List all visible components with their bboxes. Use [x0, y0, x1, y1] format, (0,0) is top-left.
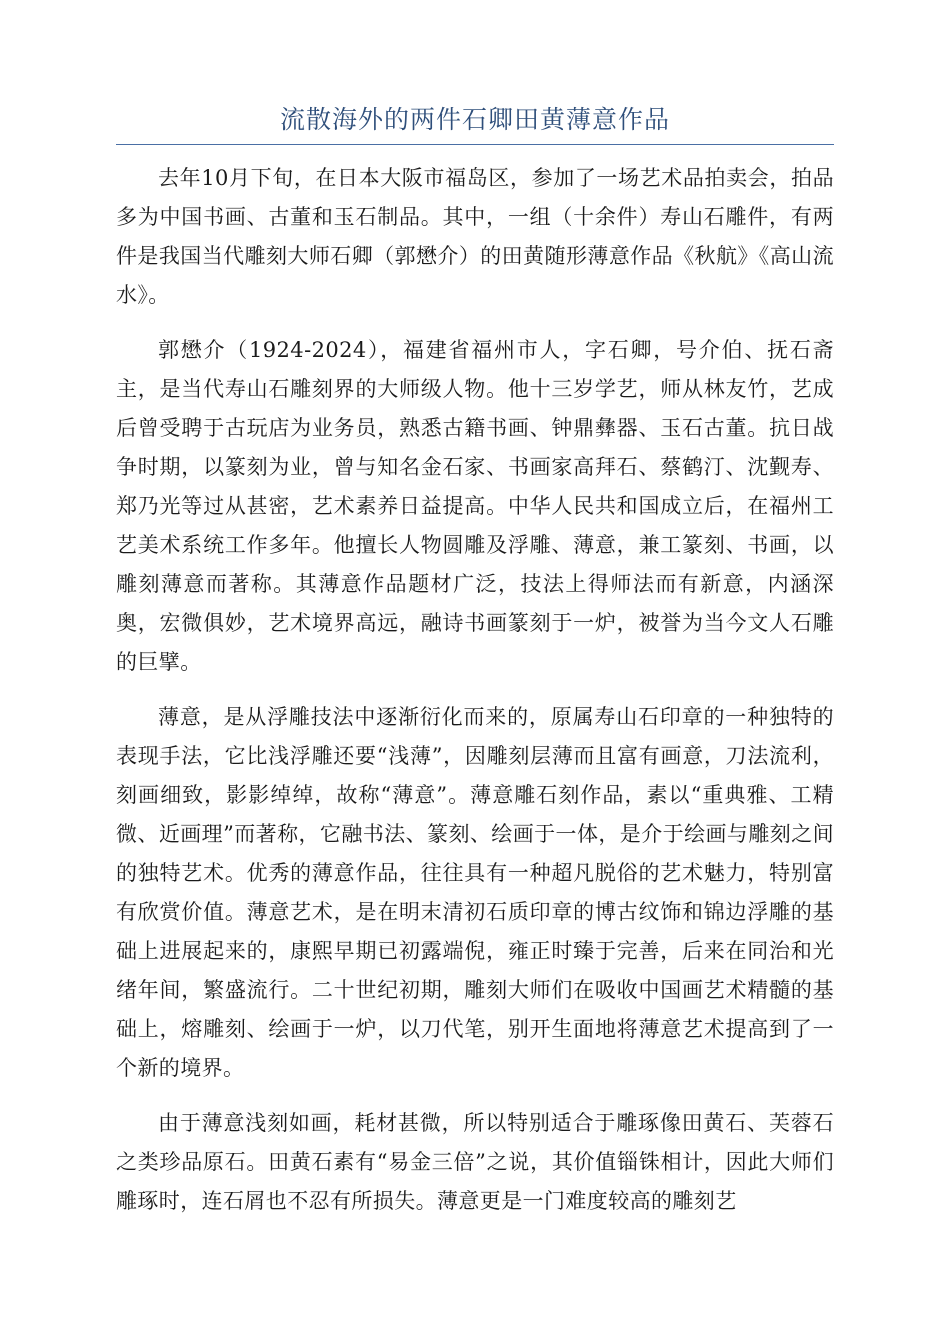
paragraph-2: 郭懋介（1924-2024），福建省福州市人，字石卿，号介伯、抚石斋主，是当代寿山石雕刻界的大师级人物。他十三岁学艺，师从林友竹，艺成后曾受聘于古玩店为业务员，熟悉古籍书画、钟鼎彝器、玉石古董。抗日战争时期，以篆刻为业，曾与知名金石家、书画家高拜石、蔡鹤汀、沈觐寿、郑乃光等过从甚密，艺术素养日益提高。中华人民共和国成立后，在福州工艺美术系统工作多年。他擅长人物圆雕及浮雕、薄意，兼工篆刻、书画，以雕刻薄意而著称。其薄意作品题材广泛，技法上得师法而有新意，内涵深奥，宏微俱妙，艺术境界高远，融诗书画篆刻于一炉，被誉为当今文人石雕的巨擘。: [116, 337, 834, 674]
document-page: [116, 104, 834, 1237]
paragraph-1: 去年10月下旬，在日本大阪市福岛区，参加了一场艺术品拍卖会，拍品多为中国书画、古董和玉石制品。其中，一组（十余件）寿山石雕件，有两件是我国当代雕刻大师石卿（郭懋介）的田黄随形薄意作品《秋航》《高山流水》。: [116, 165, 834, 307]
paragraph-4: 由于薄意浅刻如画，耗材甚微，所以特别适合于雕琢像田黄石、芙蓉石之类珍品原石。田黄石素有“易金三倍”之说，其价值锱铢相计，因此大师们雕琢时，连石屑也不忍有所损失。薄意更是一门难度较高的雕刻艺: [116, 1110, 834, 1213]
paragraph-3: 薄意，是从浮雕技法中逐渐衍化而来的，原属寿山石印章的一种独特的表现手法，它比浅浮雕还要“浅薄”，因雕刻层薄而且富有画意，刀法流利，刻画细致，影影绰绰，故称“薄意”。薄意雕石刻作品，素以“重典雅、工精微、近画理”而著称，它融书法、篆刻、绘画于一体，是介于绘画与雕刻之间的独特艺术。优秀的薄意作品，往往具有一种超凡脱俗的艺术魅力，特别富有欣赏价值。薄意艺术，是在明末清初石质印章的博古纹饰和锦边浮雕的基础上进展起来的，康熙早期已初露端倪，雍正时臻于完善，后来在同治和光绪年间，繁盛流行。二十世纪初期，雕刻大师们在吸收中国画艺术精髓的基础上，熔雕刻、绘画于一炉，以刀代笔，别开生面地将薄意艺术提高到了一个新的境界。: [116, 704, 834, 1080]
document-title: 流散海外的两件石卿田黄薄意作品: [116, 104, 834, 145]
document-body: [116, 159, 834, 1221]
